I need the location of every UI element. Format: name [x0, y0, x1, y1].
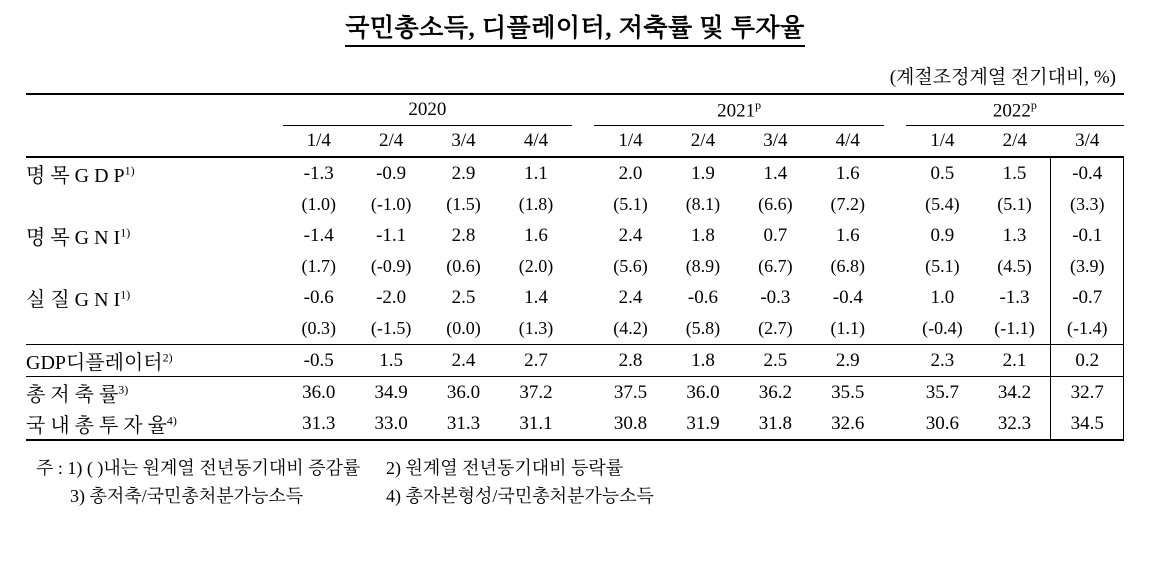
cell: (5.1)	[613, 194, 648, 214]
cell: 34.9	[355, 377, 427, 409]
row-label-sub	[26, 189, 283, 220]
gap-cell	[572, 377, 594, 409]
gap-cell	[884, 313, 906, 345]
header-gap-1	[572, 94, 594, 126]
cell: 1.3	[1002, 224, 1027, 246]
cell: (1.8)	[518, 194, 554, 214]
cell: 2.7	[500, 345, 572, 377]
cell: 1.8	[667, 345, 739, 377]
footnote-row-2	[36, 483, 1124, 511]
cell: (2.7)	[758, 318, 793, 338]
cell: 2.3	[906, 345, 978, 377]
cell: 31.3	[446, 412, 481, 434]
cell: (5.8)	[685, 318, 721, 338]
header-q-2021-2: 2/4	[690, 130, 716, 151]
cell-highlighted: -0.7	[1051, 282, 1124, 313]
table-row-sub	[26, 251, 1124, 282]
gap-cell	[572, 157, 594, 189]
row-label-domestic-investment-rate: 국 내 총 투 자 율$^{4)}$	[26, 413, 177, 437]
gap-cell	[884, 345, 906, 377]
cell: (0.6)	[446, 256, 481, 276]
cell: (1.7)	[301, 256, 336, 276]
cell: 2.9	[812, 345, 884, 377]
footnotes	[26, 445, 1124, 511]
row-label-real-gni: 실 질 G N $I^{1)}$	[26, 287, 131, 311]
cell: 2.8	[451, 224, 476, 246]
cell: 31.8	[758, 412, 792, 434]
gap-cell	[572, 251, 594, 282]
cell: 0.9	[930, 224, 955, 246]
footnote-row-1	[36, 455, 1124, 483]
cell: (1.5)	[446, 194, 481, 214]
cell: 1.5	[355, 345, 427, 377]
cell-highlighted: 0.2	[1051, 345, 1124, 377]
cell: 36.0	[283, 377, 355, 409]
cell: (4.5)	[997, 256, 1032, 276]
cell: 35.5	[812, 377, 884, 409]
gap-cell	[572, 345, 594, 377]
cell: -1.4	[303, 224, 334, 246]
cell: 30.8	[613, 412, 648, 434]
table-row-sub	[26, 313, 1124, 345]
header-year-2021: 2021$^p$	[594, 94, 884, 126]
cell: 1.4	[739, 157, 811, 189]
cell: (2.0)	[518, 256, 554, 276]
cell: 36.0	[667, 377, 739, 409]
cell: 1.9	[667, 157, 739, 189]
footnote-3: 3) 총저축/국민총처분가능소득	[70, 485, 304, 506]
table-row	[26, 157, 1124, 189]
cell: (1.0)	[301, 194, 336, 214]
cell: 2.5	[451, 286, 476, 308]
cell: -1.3	[999, 286, 1030, 308]
table-row	[26, 220, 1124, 251]
cell: 1.6	[812, 157, 884, 189]
cell: 36.0	[427, 377, 499, 409]
gap-cell	[572, 282, 594, 313]
gap-cell	[884, 220, 906, 251]
cell: 2.1	[979, 345, 1051, 377]
cell: (6.6)	[758, 194, 793, 214]
cell: (-1.0)	[370, 194, 412, 214]
cell: 37.2	[500, 377, 572, 409]
gap-cell	[884, 377, 906, 409]
footnote-1: 주 : 1) ( )내는 원계열 전년동기대비 증감률	[36, 458, 361, 478]
cell: 34.2	[979, 377, 1051, 409]
cell: (1.1)	[830, 318, 866, 338]
cell: (-1.5)	[370, 318, 412, 338]
footnote-4: 4) 총자본형성/국민총처분가능소득	[386, 485, 654, 506]
cell: 37.5	[594, 377, 666, 409]
table-row	[26, 345, 1124, 377]
cell: -1.3	[283, 157, 355, 189]
cell: 32.3	[997, 412, 1032, 434]
cell: (7.2)	[830, 194, 866, 214]
cell: 1.8	[691, 224, 715, 246]
cell: (8.1)	[685, 194, 721, 214]
cell: -1.1	[376, 224, 407, 246]
cell: 31.9	[686, 412, 720, 434]
cell: -0.9	[355, 157, 427, 189]
cell: 1.6	[524, 224, 548, 246]
row-label-sub	[26, 251, 283, 282]
unit-note: (계절조정계열 전기대비, %)	[889, 67, 1116, 88]
cell: (5.1)	[997, 194, 1032, 214]
header-q-2021-3: 3/4	[763, 130, 788, 151]
header-gap-2	[884, 94, 906, 126]
cell: 1.4	[524, 286, 548, 308]
cell-highlighted: (-1.4)	[1051, 313, 1124, 345]
cell: 2.5	[739, 345, 811, 377]
table-row	[26, 408, 1124, 440]
cell-highlighted: -0.4	[1051, 157, 1124, 189]
cell-highlighted: 34.5	[1051, 408, 1124, 440]
cell: -0.6	[687, 286, 718, 308]
header-q-2020-4: 4/4	[523, 130, 549, 151]
cell: -0.3	[760, 286, 791, 308]
cell: (0.3)	[301, 318, 336, 338]
footnote-2: 2) 원계열 전년동기대비 등락률	[386, 458, 624, 478]
cell: -2.0	[376, 286, 407, 308]
cell: 1.5	[979, 157, 1051, 189]
gap-cell	[884, 189, 906, 220]
gap-cell	[572, 408, 594, 440]
row-label-nominal-gdp: 명 목 G D $P^{1)}$	[26, 157, 283, 189]
cell: 2.8	[594, 345, 666, 377]
cell: (-0.9)	[370, 256, 412, 276]
header-q-2022-1: 1/4	[930, 130, 955, 151]
cell: 2.4	[618, 224, 643, 246]
gap-cell	[572, 313, 594, 345]
cell-highlighted: (3.9)	[1051, 251, 1124, 282]
cell: 36.2	[739, 377, 811, 409]
header-quarter-row	[26, 126, 1124, 158]
cell: 31.1	[519, 412, 553, 434]
row-label-nominal-gni: 명 목 G N $I^{1)}$	[26, 225, 131, 249]
header-q-2021-4: 4/4	[835, 130, 860, 151]
header-q-2022-2: 2/4	[1002, 130, 1027, 151]
row-label-sub	[26, 313, 283, 345]
header-q-2020-3: 3/4	[451, 130, 476, 151]
table-row-sub	[26, 189, 1124, 220]
cell: 2.0	[594, 157, 666, 189]
cell: (6.8)	[830, 256, 866, 276]
header-label-cell	[26, 126, 283, 158]
gap-cell	[884, 157, 906, 189]
cell: (6.7)	[758, 256, 793, 276]
cell: 2.4	[618, 286, 643, 308]
cell: 1.0	[930, 286, 955, 308]
header-q-2020-2: 2/4	[378, 130, 404, 151]
cell: (5.4)	[925, 194, 960, 214]
header-gap-3	[572, 126, 594, 158]
cell: 32.6	[831, 412, 865, 434]
header-year-2022: 2022$^p$	[906, 94, 1123, 126]
header-year-2020: 2020	[283, 94, 573, 126]
gap-cell	[884, 408, 906, 440]
cell-highlighted: -0.1	[1051, 220, 1124, 251]
cell: 33.0	[374, 412, 408, 434]
cell: (4.2)	[613, 318, 648, 338]
cell: (-0.4)	[922, 318, 963, 338]
cell: -0.5	[283, 345, 355, 377]
gap-cell	[572, 220, 594, 251]
cell: 30.6	[925, 412, 959, 434]
cell: (8.9)	[685, 256, 721, 276]
table-row	[26, 282, 1124, 313]
cell: -0.4	[832, 286, 863, 308]
cell: 2.9	[427, 157, 499, 189]
gap-cell	[572, 189, 594, 220]
cell: 31.3	[302, 412, 336, 434]
gap-cell	[884, 251, 906, 282]
statistics-table	[26, 93, 1124, 445]
page-title-text: 국민총소득, 디플레이터, 저축률 및 투자율	[345, 15, 805, 47]
cell: (1.3)	[518, 318, 554, 338]
cell: (-1.1)	[994, 318, 1035, 338]
cell: (5.6)	[613, 256, 648, 276]
cell: 2.4	[427, 345, 499, 377]
cell: 35.7	[906, 377, 978, 409]
cell: 1.1	[500, 157, 572, 189]
cell: 1.6	[835, 224, 860, 246]
cell: -0.6	[303, 286, 334, 308]
cell: (0.0)	[446, 318, 481, 338]
cell: 0.7	[763, 224, 788, 246]
row-label-gdp-deflator: GDP디플레이터$^{2)}$	[26, 345, 283, 377]
cell: 0.5	[906, 157, 978, 189]
cell-highlighted: 32.7	[1051, 377, 1124, 409]
header-gap-4	[884, 126, 906, 158]
header-q-2022-3: 3/4	[1075, 130, 1100, 151]
cell: (5.1)	[925, 256, 960, 276]
row-label-gross-savings-rate: 총 저 축 률$^{3)}$	[26, 377, 283, 409]
header-q-2021-1: 1/4	[618, 130, 643, 151]
header-q-2020-1: 1/4	[306, 130, 331, 151]
table-row	[26, 377, 1124, 409]
header-year-row	[26, 94, 1124, 126]
page-title	[26, 0, 1124, 46]
gap-cell	[884, 282, 906, 313]
header-corner-cell	[26, 94, 283, 126]
cell-highlighted: (3.3)	[1051, 189, 1124, 220]
